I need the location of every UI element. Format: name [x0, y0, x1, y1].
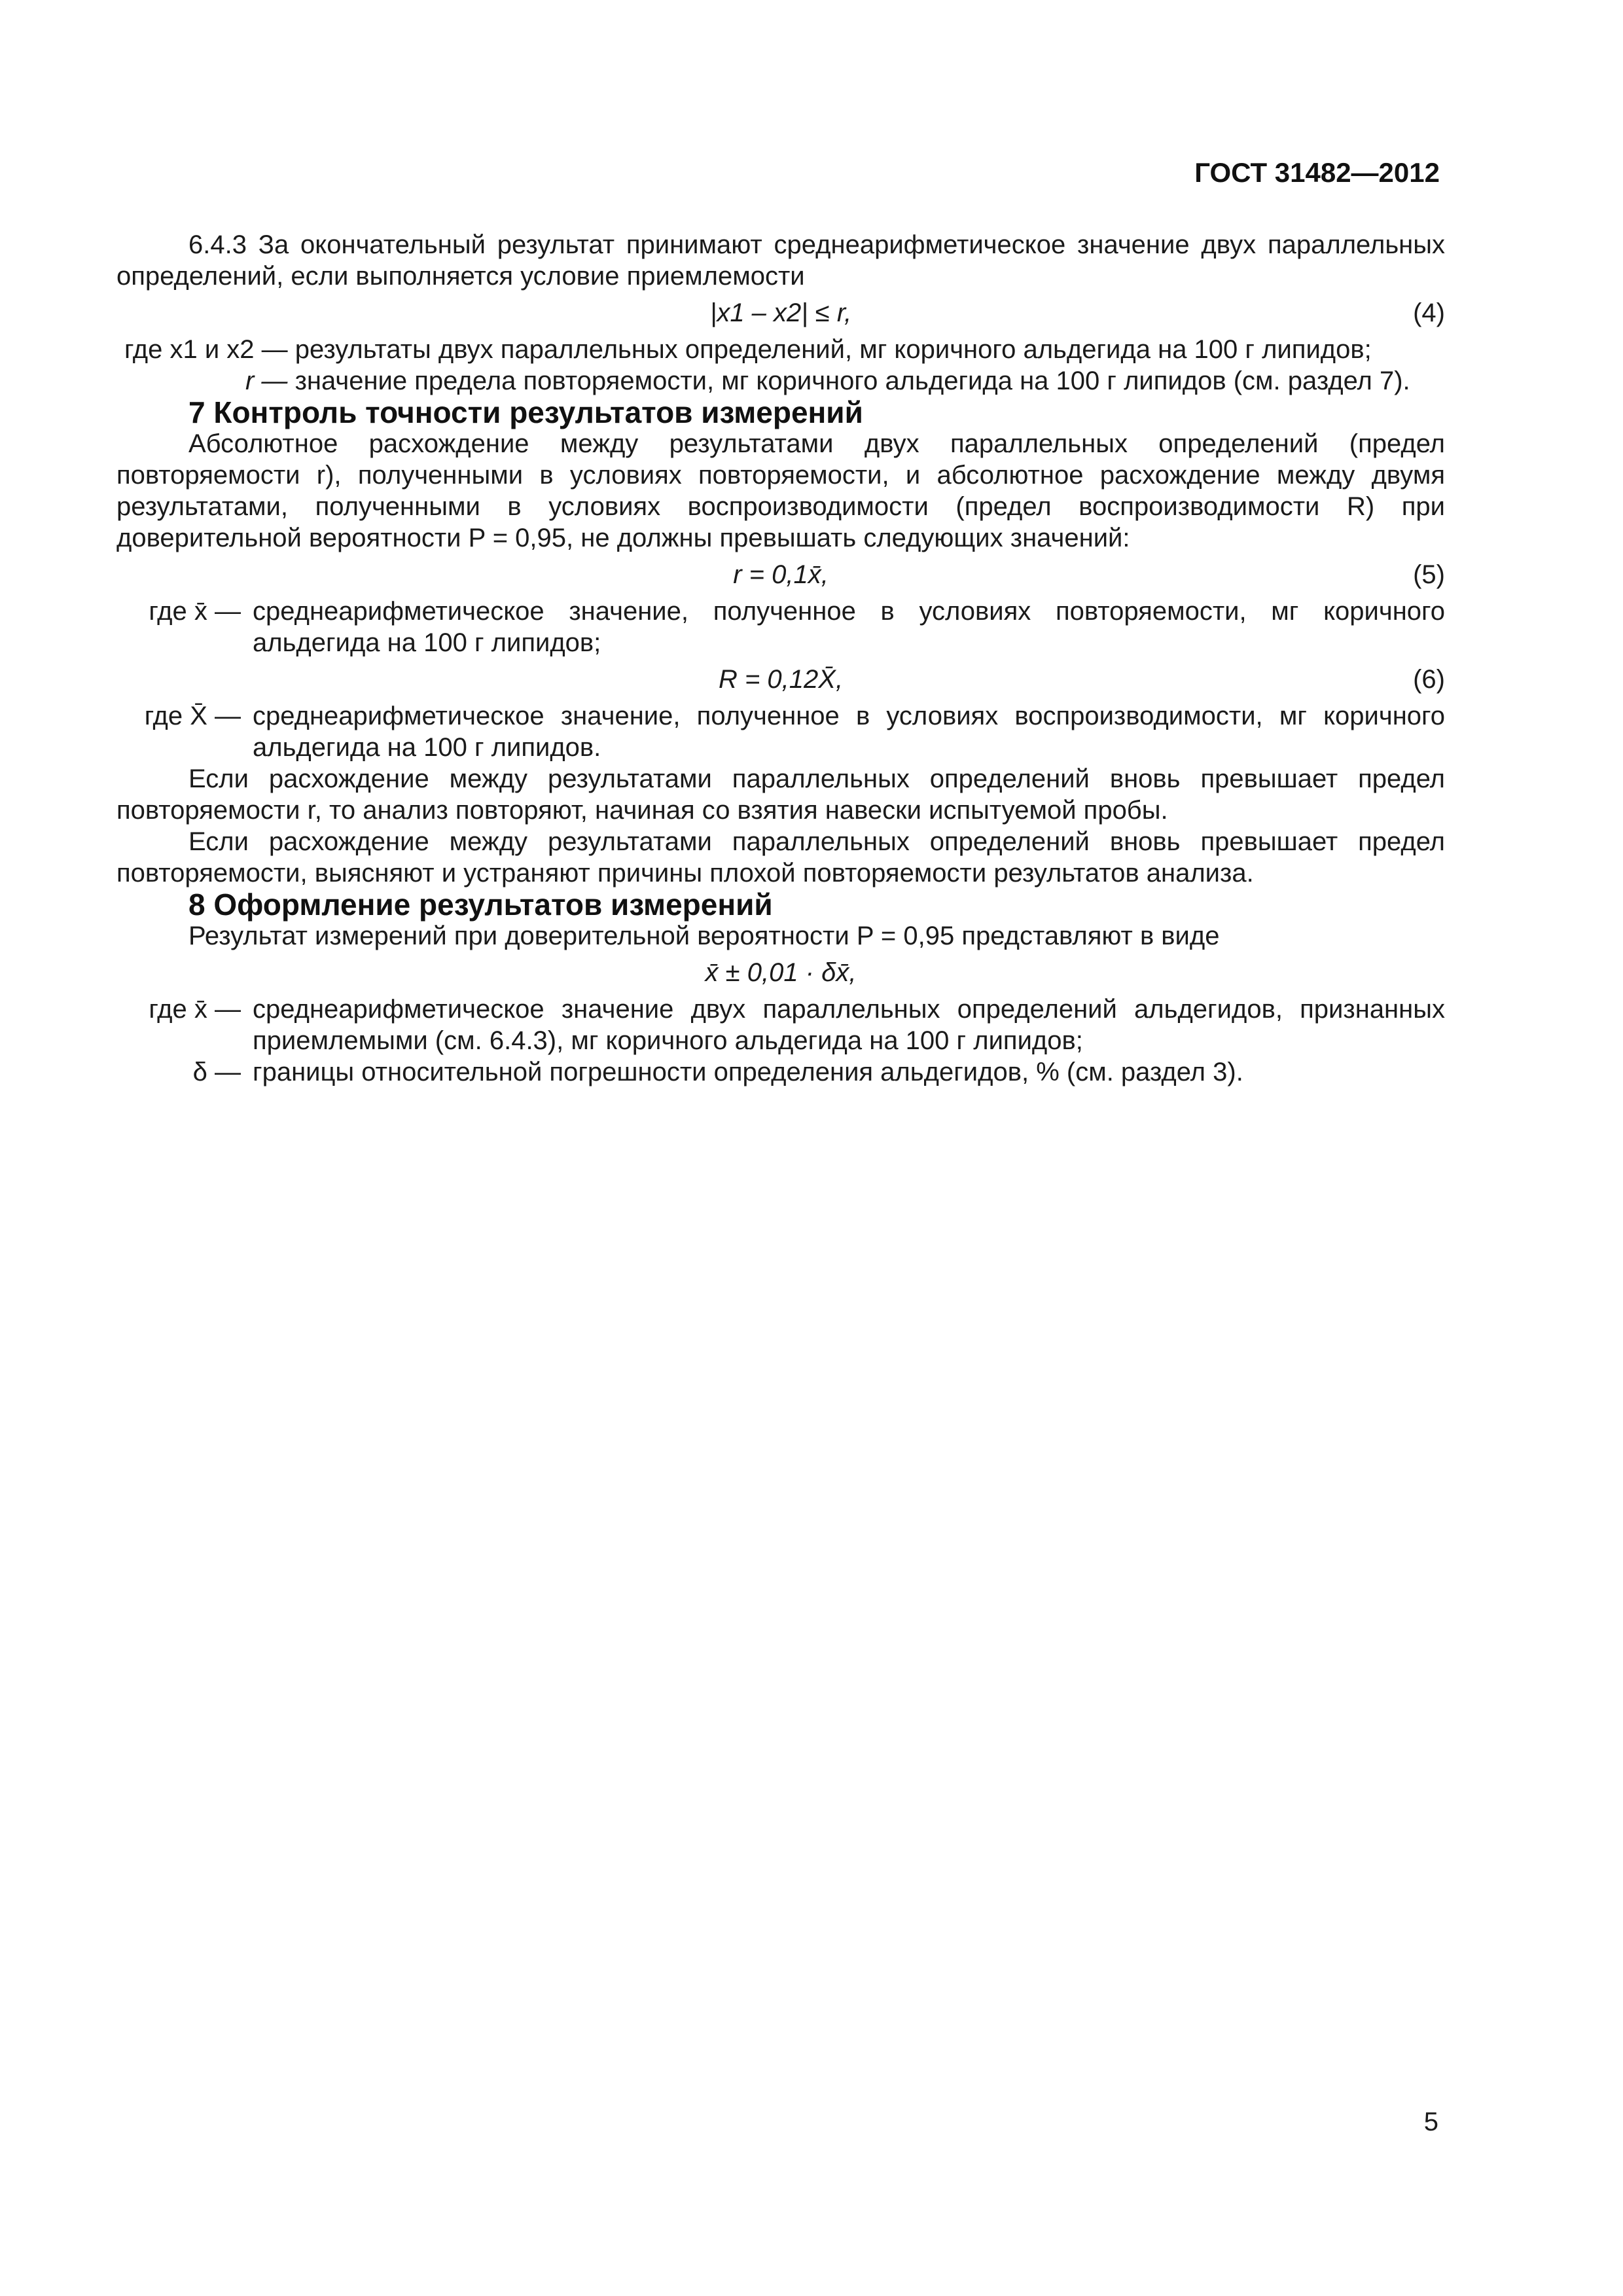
- section-7-paragraph-2: Если расхождение между результатами параллельных определений вновь превышает предел повторяемости r, то анализ повторяют, начиная со взятия навески испытуемой пробы.: [116, 764, 1445, 825]
- where-block-4: [116, 334, 1445, 397]
- formula-result-expression: x̄ ± 0,01 · δx̄,: [705, 958, 857, 987]
- where-label-x1-x2: где x1 и x2 —: [124, 335, 288, 364]
- page-number: 5: [1423, 2108, 1438, 2136]
- where-block-5: [116, 596, 1445, 658]
- where-label-X-bar: где X̄ —: [144, 702, 241, 730]
- where-desc-r: значение предела повторяемости, мг коричного альдегида на 100 г липидов (см. раздел 7).: [294, 367, 1410, 395]
- section-8-paragraph-1: Результат измерений при доверительной вероятности P = 0,95 представляют в виде: [188, 922, 1220, 950]
- formula-4-expression: |x1 – x2| ≤ r,: [709, 298, 852, 327]
- where-desc-x-bar-8: среднеарифметическое значение двух параллельных определений альдегидов, признанных приемлемыми (см. 6.4.3), мг коричного альдегида на 100 г липидов;: [253, 995, 1445, 1055]
- where-label-x-bar-8: где x̄ —: [149, 995, 241, 1024]
- formula-6-number: (6): [1413, 665, 1445, 694]
- formula-result: [116, 954, 1445, 991]
- formula-4: [116, 295, 1445, 331]
- formula-5-expression: r = 0,1x̄,: [733, 560, 829, 589]
- section-8-title: 8 Оформление результатов измерений: [188, 888, 773, 922]
- where-desc-x1-x2: результаты двух параллельных определений, мг коричного альдегида на 100 г липидов;: [294, 335, 1372, 364]
- formula-6-expression: R = 0,12X̄,: [718, 665, 844, 694]
- formula-5-number: (5): [1413, 560, 1445, 589]
- formula-6: [116, 661, 1445, 698]
- document-content: [116, 229, 1445, 1088]
- where-block-8: [116, 994, 1445, 1088]
- where-label-x-bar: где x̄ —: [149, 597, 241, 626]
- standard-header: ГОСТ 31482—2012: [1194, 157, 1440, 188]
- section-7-paragraph-3: Если расхождение между результатами параллельных определений вновь превышает предел повторяемости, выясняют и устраняют причины плохой повторяемости результатов анализа.: [116, 827, 1445, 888]
- section-7-title: 7 Контроль точности результатов измерений: [188, 395, 863, 429]
- where-label-r: r —: [245, 367, 288, 395]
- where-block-6: [116, 700, 1445, 763]
- where-desc-x-bar: среднеарифметическое значение, полученное в условиях повторяемости, мг коричного альдегида на 100 г липидов;: [253, 597, 1445, 657]
- where-desc-delta: границы относительной погрешности определения альдегидов, % (см. раздел 3).: [253, 1058, 1243, 1086]
- section-7-paragraph-1: Абсолютное расхождение между результатами двух параллельных определений (предел повторяемости r), полученными в условиях повторяемости, и абсолютное расхождение между двумя результатами, полученными в условиях воспроизводимости (предел воспроизводимости R) при доверительной вероятности P = 0,95, не должны превышать следующих значений:: [116, 429, 1445, 552]
- clause-6-4-3: 6.4.3 За окончательный результат принимают среднеарифметическое значение двух параллельных определений, если выполняется условие приемлемости: [116, 230, 1445, 291]
- formula-5: [116, 556, 1445, 593]
- where-label-delta: δ —: [192, 1058, 241, 1086]
- where-desc-X-bar: среднеарифметическое значение, полученное в условиях воспроизводимости, мг коричного альдегида на 100 г липидов.: [253, 702, 1445, 762]
- formula-4-number: (4): [1413, 298, 1445, 327]
